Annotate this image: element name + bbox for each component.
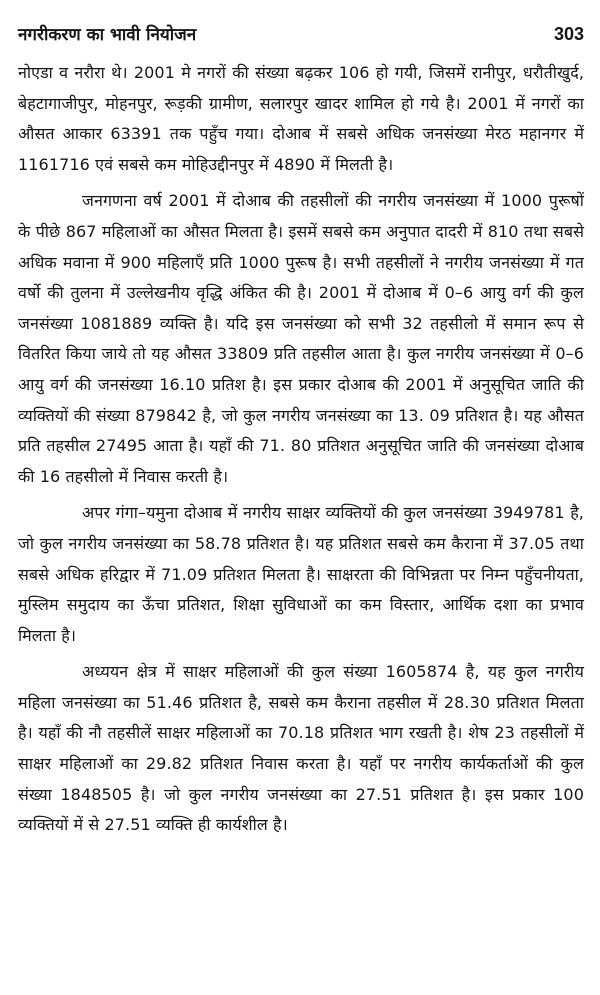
paragraph-4: अध्ययन क्षेत्र में साक्षर महिलाओं की कुल संख्या 1605874 है, यह कुल नगरीय महिला जनसंख्या का 51.46 प्रतिशत है, सबसे कम कैराना तहसील में 28.30 प्रतिशत मिलता है। यहाँ की नौ तहसीलें साक्षर महिलाओं का 70.18 प्रतिशत भाग रखती है। शेष 23 तहसीलों में साक्षर महिलाओं का 29.82 प्रतिशत निवास करता है। यहाँ पर नगरीय कार्यकर्ताओं की कुल संख्या 1848505 है। जो कुल नगरीय जनसंख्या का 27.51 प्रतिशत है। इस प्रकार 100 व्यक्तियों में से 27.51 व्यक्ति ही कार्यशील है। <box>18 662 584 835</box>
page-number: 303 <box>553 24 584 44</box>
book-page <box>18 22 584 847</box>
paragraph-3: अपर गंगा–यमुना दोआब में नगरीय साक्षर व्यक्तियों की कुल जनसंख्या 3949781 है, जो कुल नगरीय जनसंख्या का 58.78 प्रतिशत है। यह प्रतिशत सबसे कम कैराना में 37.05 तथा सबसे अधिक हरिद्वार में 71.09 प्रतिशत मिलता है। साक्षरता की विभिन्नता पर निम्न पहुँचनीयता, मुस्लिम समुदाय का ऊँचा प्रतिशत, शिक्षा सुविधाओं का कम विस्तार, आर्थिक दशा का प्रभाव मिलता है। <box>18 503 584 645</box>
paragraph-2: जनगणना वर्ष 2001 में दोआब की तहसीलों की नगरीय जनसंख्या में 1000 पुरूषों के पीछे 867 महिलाओं का औसत मिलता है। इसमें सबसे कम अनुपात दादरी में 810 तथा सबसे अधिक मवाना में 900 महिलाएँ प्रति 1000 पुरूष है। सभी तहसीलों ने नगरीय जनसंख्या में गत वर्षो की तुलना में उल्लेखनीय वृद्धि अंकित की है। 2001 में दोआब में 0–6 आयु वर्ग की कुल जनसंख्या 1081889 व्यक्ति है। यदि इस जनसंख्या को सभी 32 तहसीलो में समान रूप से वितरित किया जाये तो यह औसत 33809 प्रति तहसील आता है। कुल नगरीय जनसंख्या में 0–6 आयु वर्ग की जनसंख्या 16.10 प्रतिश है। इस प्रकार दोआब की 2001 में अनुसूचित जाति की व्यक्तियों की संख्या 879842 है, जो कुल नगरीय जनसंख्या का 13. 09 प्रतिशत है। यह औसत प्रति तहसील 27495 आता है। यहाँ की 71. 80 प्रतिशत अनुसूचित जाति की जनसंख्या दोआब की 16 तहसीलो में निवास करती है। <box>18 191 584 486</box>
running-head <box>18 22 584 58</box>
paragraph-1: नोएडा व नरौरा थे। 2001 मे नगरों की संख्या बढ़कर 106 हो गयी, जिसमें रानीपुर, धरौतीखुर्द, बेहटागाजीपुर, मोहनपुर, रूड़की ग्रामीण, सलारपुर खादर शामिल हो गये है। 2001 में नगरों का औसत आकार 63391 तक पहुँच गया। दोआब में सबसे अधिक जनसंख्या मेरठ महानगर में 1161716 एवं सबसे कम मोहिउद्दीनपुर में 4890 में मिलती है। <box>18 63 584 174</box>
body-text <box>18 58 584 841</box>
running-title: नगरीकरण का भावी नियोजन <box>18 25 197 45</box>
